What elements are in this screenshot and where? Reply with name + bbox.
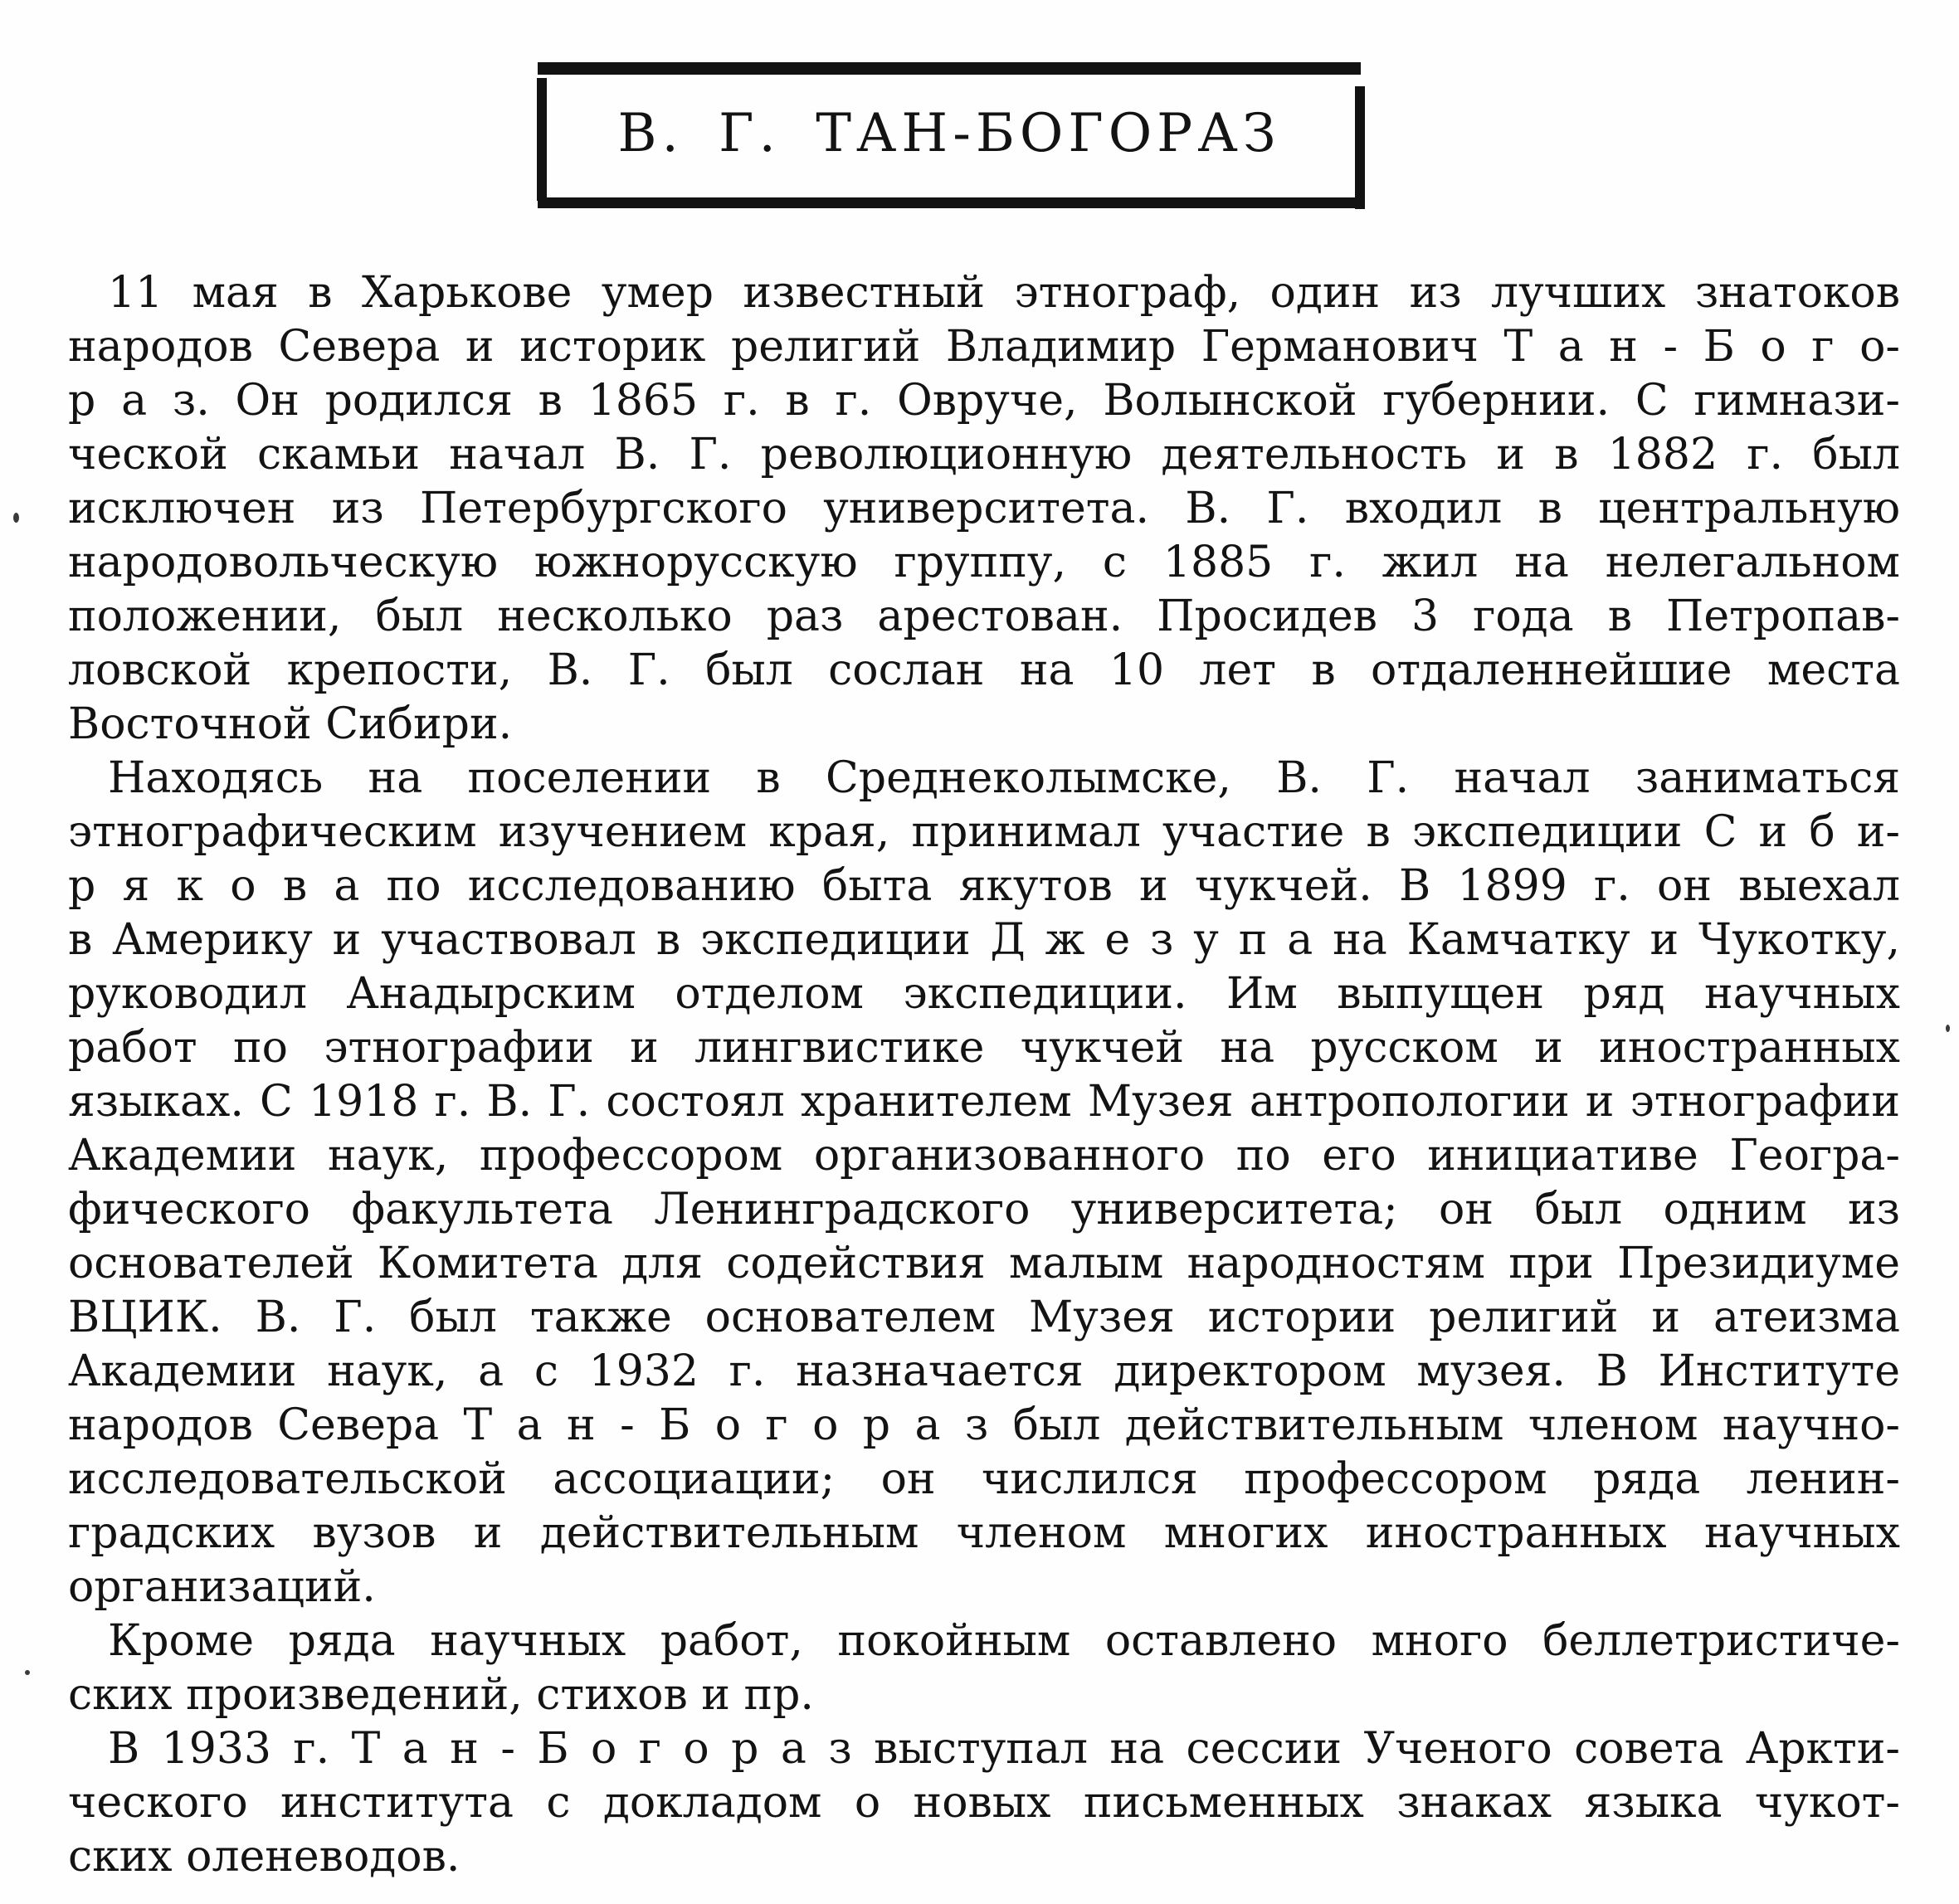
text-line: руководил Анадырским отделом экспедиции. Им выпущен ряд научных	[68, 969, 1900, 1019]
title-box-left-border	[537, 78, 547, 201]
text-line: организаций.	[68, 1562, 376, 1612]
page-title: В. Г. ТАН-БОГОРАЗ	[617, 103, 1281, 164]
text-line: Академии наук, профессором организованного по его инициативе Геогра-	[68, 1131, 1900, 1181]
text-line: фического факультета Ленинградского университета; он был одним из	[68, 1185, 1900, 1234]
text-line: этнографическим изучением края, принимал участие в экспедиции С и б и-	[68, 807, 1900, 857]
text-line: народов Севера и историк религий Владимир Германович Т а н - Б о г о-	[68, 322, 1900, 372]
text-line: языках. С 1918 г. В. Г. состоял хранителем Музея антропологии и этнографии	[68, 1077, 1900, 1127]
text-line: градских вузов и действительным членом многих иностранных научных	[68, 1508, 1900, 1558]
text-line: В 1933 г. Т а н - Б о г о р а з выступал на сессии Ученого совета Аркти-	[108, 1724, 1900, 1774]
title-box	[538, 62, 1361, 208]
text-line: Находясь на поселении в Среднеколымске, В. Г. начал заниматься	[108, 753, 1900, 803]
text-line: народов Севера Т а н - Б о г о р а з был действительным членом научно-	[68, 1400, 1900, 1450]
text-line: ских произведений, стихов и пр.	[68, 1670, 814, 1720]
text-line: ВЦИК. В. Г. был также основателем Музея истории религий и атеизма	[68, 1293, 1900, 1342]
text-line: ческой скамьи начал В. Г. революционную деятельность и в 1882 г. был	[68, 430, 1900, 480]
text-line: исключен из Петербургского университета. В. Г. входил в центральную	[68, 484, 1900, 533]
text-line: в Америку и участвовал в экспедиции Д ж е з у п а на Камчатку и Чукотку,	[68, 915, 1900, 965]
text-line: работ по этнографии и лингвистике чукчей на русском и иностранных	[68, 1023, 1900, 1073]
text-line: Восточной Сибири.	[68, 699, 513, 749]
text-line: 11 мая в Харькове умер известный этнограф, один из лучших знатоков	[108, 268, 1900, 318]
scan-speck	[1946, 1025, 1950, 1032]
text-line: народовольческую южнорусскую группу, с 1885 г. жил на нелегальном	[68, 538, 1900, 587]
article-body	[68, 266, 1900, 1884]
text-line: Академии наук, а с 1932 г. назначается директором музея. В Институте	[68, 1346, 1900, 1396]
text-line: исследовательской ассоциации; он числился профессором ряда ленин-	[68, 1454, 1900, 1504]
text-line: Кроме ряда научных работ, покойным оставлено много беллетристиче-	[108, 1616, 1900, 1666]
scan-speck	[25, 1670, 30, 1675]
title-box-right-border	[1355, 86, 1365, 209]
text-line: ческого института с докладом о новых письменных знаках языка чукот-	[68, 1778, 1900, 1828]
text-line: р я к о в а по исследованию быта якутов и чукчей. В 1899 г. он выехал	[68, 861, 1900, 911]
text-line: основателей Комитета для содействия малым народностям при Президиуме	[68, 1239, 1900, 1288]
text-line: ловской крепости, В. Г. был сослан на 10 лет в отдаленнейшие места	[68, 645, 1900, 695]
text-line: р а з. Он родился в 1865 г. в г. Овруче, Волынской губернии. С гимнази-	[68, 376, 1900, 426]
text-line: ских оленеводов.	[68, 1832, 461, 1882]
text-line: положении, был несколько раз арестован. Просидев 3 года в Петропав-	[68, 592, 1900, 641]
scan-speck	[13, 513, 19, 523]
